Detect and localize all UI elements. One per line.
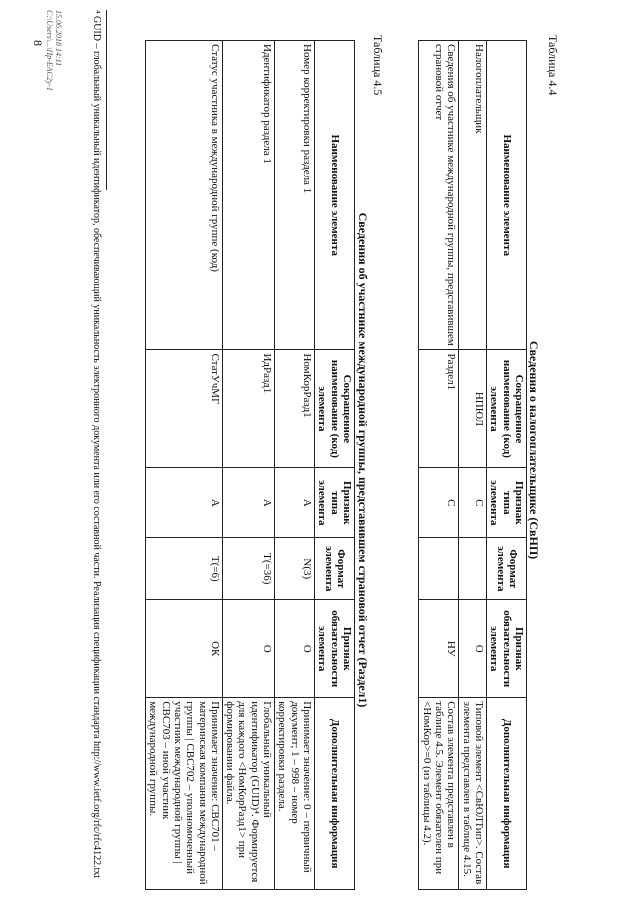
cell-code: Раздел1 [419,350,459,468]
cell-code: СтатУчМГ [146,350,223,468]
table-4-4 [419,40,528,890]
stamp-line: 15.06.2018 14:11 [54,10,63,67]
cell-name: Сведения об участнике международной группы, представившем страновой отчет [419,41,459,350]
cell-format: N(3) [275,538,315,600]
cell-info: Принимает значение: 0 – первичный документ; 1 – 998 – номер корректировки раздела. [275,698,315,890]
table-header-row [315,41,355,890]
cell-format: T(=6) [146,538,223,600]
cell-code: ИдРазд1 [222,350,274,468]
cell-required: НУ [419,600,459,698]
table-4-5 [145,40,355,890]
cell-info: Состав элемента представлен в таблице 4.5. Элемент обязателен при <НомКор>=0 (из таблицы 4.2). [419,698,459,890]
cell-required: О [459,600,487,698]
cell-type: А [146,468,223,538]
cell-info: Глобальный уникальный идентификатор (GUID)⁴. Формируется для каждого <НомКорРазд1> при формировании файла. [222,698,274,890]
cell-required: ОК [146,600,223,698]
header-format: Формат элемента [315,538,355,600]
cell-name: Статус участника в международной группе (код) [146,41,223,350]
table-row [222,41,274,890]
table-4-4-caption: Таблица 4.4 [546,35,560,96]
table-4-5-caption: Таблица 4.5 [371,35,385,96]
cell-required: О [222,600,274,698]
cell-name: Налогоплательщик [459,41,487,350]
table-row [419,41,459,890]
header-format: Формат элемента [487,538,527,600]
cell-required: О [275,600,315,698]
header-code: Сокращенное наименование (код) элемента [315,350,355,468]
table-4-5-title: Сведения об участнике международной группы, представившем страновой отчет (Раздел1) [356,212,370,708]
cell-type: С [459,468,487,538]
cell-name: Идентификатор раздела 1 [222,41,274,350]
cell-type: А [275,468,315,538]
header-element-name: Дополнительная информация [487,698,527,890]
cell-format [419,538,459,600]
cell-format [459,538,487,600]
footnote: ⁴ GUID – глобальный уникальный идентификатор, обеспечивающий уникальность электронного документа или его составной части. Реализация спецификации стандарта http://www.ietf.org/rfc/rfc4122.txt [91,10,102,879]
header-element-name: Дополнительная информация [315,698,355,890]
cell-code: НомКорРазд1 [275,350,315,468]
table-row [459,41,487,890]
table-4-4-title: Сведения о налогоплательщике (СвНП) [527,340,541,560]
footnote-divider [106,10,107,190]
table-row [146,41,223,890]
print-stamp [44,10,62,91]
cell-type: А [222,468,274,538]
header-required: Признак обязательности элемента [315,600,355,698]
header-name: Наименование элемента [487,41,527,350]
cell-code: НПЮЛ [459,350,487,468]
cell-name: Номер корректировки раздела 1 [275,41,315,350]
cell-info: Принимает значение: СВС701 – материнская компания международной группы | СВС702 – уполномоченный участник международной группы | СВС703 – иной участник международной группы. [146,698,223,890]
header-type: Признак типа элемента [315,468,355,538]
cell-format: T(=36) [222,538,274,600]
header-type: Признак типа элемента [487,468,527,538]
table-header-row [487,41,527,890]
cell-info: Типовой элемент <СвЮЛТип>. Состав элемента представлен в таблице 4.15. [459,698,487,890]
header-code: Сокращенное наименование (код) элемента [487,350,527,468]
header-required: Признак обязательности элемента [487,600,527,698]
header-name: Наименование элемента [315,41,355,350]
cell-type: С [419,468,459,538]
table-row [275,41,315,890]
stamp-line: С:\Users\...\Пр-ЕАС2у-1 [45,10,55,91]
page-number: 8 [31,40,45,46]
